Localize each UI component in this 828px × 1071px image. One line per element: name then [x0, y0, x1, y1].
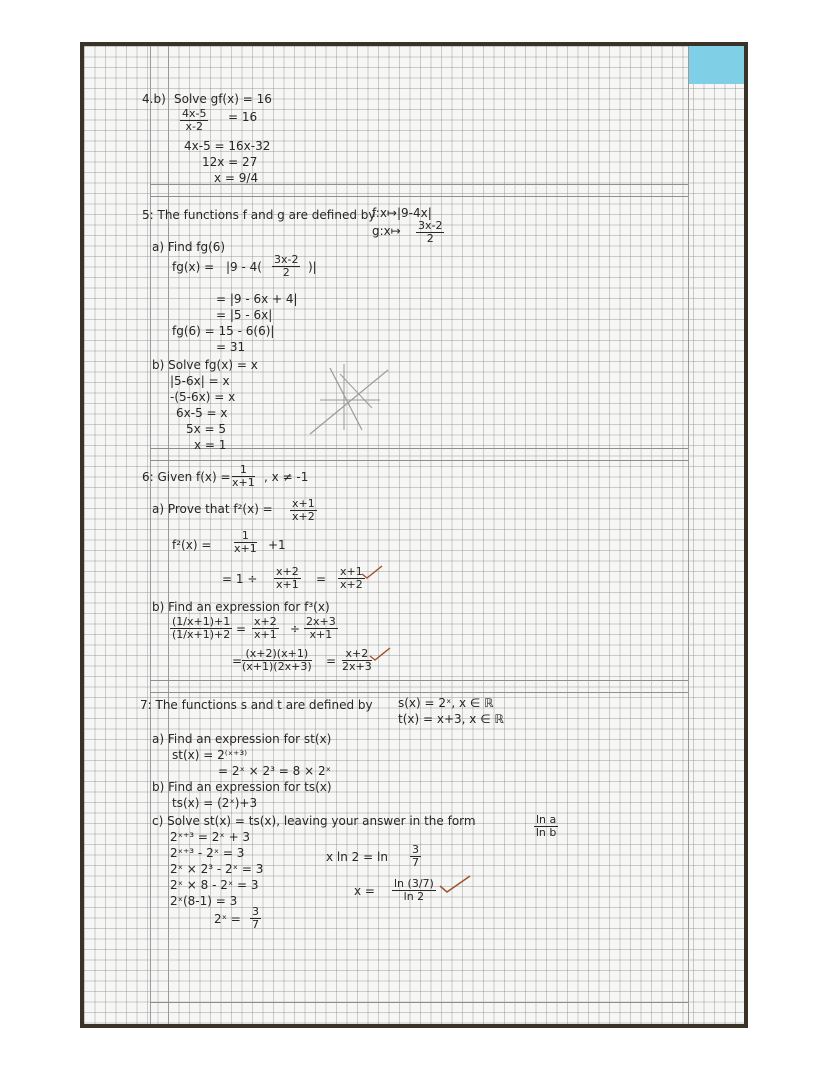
- q7a-line2: = 2ˣ × 2³ = 8 × 2ˣ: [218, 764, 331, 778]
- q6b-line2-eq: =: [232, 654, 243, 668]
- q6a-line2-eq: =: [316, 572, 327, 586]
- q6a-line1: f²(x) =: [172, 538, 212, 552]
- q7c-line5: 2ˣ(8-1) = 3: [170, 894, 238, 908]
- q5-g-definition: g:x↦: [372, 224, 401, 238]
- q7b-line1: ts(x) = (2ˣ)+3: [172, 796, 258, 810]
- q6b-line1-div: ÷: [290, 622, 301, 636]
- q7a-line1: st(x) = 2⁽ˣ⁺³⁾: [172, 748, 248, 762]
- q5b-line3: 6x-5 = x: [176, 406, 228, 420]
- q6b-line2-fraction: $\frac{(x+2)(x+1)}{(x+1)(2x+3)}$: [242, 647, 312, 673]
- q5a-line5: = 31: [216, 340, 246, 354]
- q4-fraction: $\frac{4x-5}{x-2}$: [182, 107, 207, 133]
- q6a-target-fraction: $\frac{x+1}{x+2}$: [292, 497, 315, 523]
- q7c-line2: 2ˣ⁺³ - 2ˣ = 3: [170, 846, 245, 860]
- q5a-line4: fg(6) = 15 - 6(6)|: [172, 324, 275, 338]
- q6b-line1-fraction: $\frac{(1/x+1)+1}{(1/x+1)+2}$: [172, 615, 231, 641]
- q4-line3: 4x-5 = 16x-32: [184, 139, 271, 153]
- q7c-line1: 2ˣ⁺³ = 2ˣ + 3: [170, 830, 251, 844]
- q5b-line4: 5x = 5: [186, 422, 227, 436]
- q6a-line2-pre: = 1 ÷: [222, 572, 258, 586]
- q6-condition: , x ≠ -1: [264, 470, 309, 484]
- q5-intro: 5: The functions f and g are defined by: [142, 208, 376, 222]
- section-divider: [150, 448, 688, 449]
- q5a-line3: = |5 - 6x|: [216, 308, 273, 322]
- q5b-line2: -(5-6x) = x: [170, 390, 236, 404]
- q4-line2-rest: = 16: [228, 110, 258, 124]
- check-mark-icon: [360, 564, 384, 580]
- section-divider: [150, 680, 688, 681]
- q4-line5: x = 9/4: [214, 171, 259, 185]
- q7c-line4: 2ˣ × 8 - 2ˣ = 3: [170, 878, 259, 892]
- q5a-fg: fg(x) =: [172, 260, 215, 274]
- q4-line1: Solve gf(x) = 16: [174, 92, 272, 106]
- q7a-label: a) Find an expression for st(x): [152, 732, 332, 746]
- q6-f-fraction: $\frac{1}{x+1}$: [232, 463, 255, 489]
- section-divider: [150, 196, 688, 197]
- check-mark-icon: [368, 646, 392, 662]
- check-mark-icon: [438, 874, 472, 894]
- q6b-line1-fraction2: $\frac{x+2}{x+1}$: [254, 615, 277, 641]
- q7-s-definition: s(x) = 2ˣ, x ∈ ℝ: [398, 696, 494, 710]
- margin-line-right: [688, 46, 689, 1024]
- q5-g-fraction: $\frac{3x-2}{2}$: [418, 219, 443, 245]
- q7c-line6-pre: 2ˣ =: [214, 912, 241, 926]
- q5a-line1-fraction: $\frac{3x-2}{2}$: [274, 253, 299, 279]
- section-divider: [150, 692, 688, 693]
- q6b-line1-fraction3: $\frac{2x+3}{x+1}$: [306, 615, 336, 641]
- q6a-label: a) Prove that f²(x) =: [152, 502, 273, 516]
- q6b-line2-eq2: =: [326, 654, 337, 668]
- q6b-line2-result: $\frac{x+2}{2x+3}$: [342, 647, 372, 673]
- q5-f-definition: f:x↦|9-4x|: [372, 206, 432, 220]
- sketch-graph: [300, 360, 400, 440]
- q6a-line1-tail: +1: [268, 538, 286, 552]
- q7c-answer-fraction: $\frac{\ln (3/7)}{\ln 2}$: [394, 877, 434, 903]
- q6-intro: 6: Given f(x) =: [142, 470, 231, 484]
- q5b-line1: |5-6x| = x: [170, 374, 230, 388]
- q5a-line1-post: )|: [308, 260, 317, 274]
- q5a-label: a) Find fg(6): [152, 240, 226, 254]
- section-divider: [150, 1002, 688, 1003]
- section-divider: [150, 460, 688, 461]
- q7-intro: 7: The functions s and t are defined by: [140, 698, 373, 712]
- q5a-line1-pre: |9 - 4(: [226, 260, 262, 274]
- q6b-line1-eq: =: [236, 622, 247, 636]
- q7-t-definition: t(x) = x+3, x ∈ ℝ: [398, 712, 504, 726]
- q6a-line2-result: $\frac{x+1}{x+2}$: [340, 565, 363, 591]
- q6b-label: b) Find an expression for f³(x): [152, 600, 330, 614]
- q6a-line2-fraction: $\frac{x+2}{x+1}$: [276, 565, 299, 591]
- q5b-line5: x = 1: [194, 438, 227, 452]
- q7c-label: c) Solve st(x) = ts(x), leaving your answer in the form: [152, 814, 476, 828]
- q7c-line3: 2ˣ × 2³ - 2ˣ = 3: [170, 862, 264, 876]
- q7c-line6-fraction: $\frac{3}{7}$: [252, 905, 259, 931]
- blue-tab-marker: [688, 46, 744, 84]
- q4-line4: 12x = 27: [202, 155, 258, 169]
- margin-line-inner: [168, 46, 169, 1024]
- q5b-label: b) Solve fg(x) = x: [152, 358, 258, 372]
- q6a-line1-fraction: $\frac{1}{x+1}$: [234, 529, 257, 555]
- q7c-form-fraction: $\frac{\text{ln a}}{\text{ln b}}$: [535, 813, 557, 839]
- q7c-right-line1-fraction: $\frac{3}{7}$: [412, 843, 419, 869]
- q4-label: 4.b): [142, 92, 166, 106]
- q7c-right-line2-pre: x =: [354, 884, 375, 898]
- q5a-line2: = |9 - 6x + 4|: [216, 292, 298, 306]
- margin-line-left: [150, 46, 151, 1024]
- q7b-label: b) Find an expression for ts(x): [152, 780, 332, 794]
- q7c-right-line1-pre: x ln 2 = ln: [326, 850, 388, 864]
